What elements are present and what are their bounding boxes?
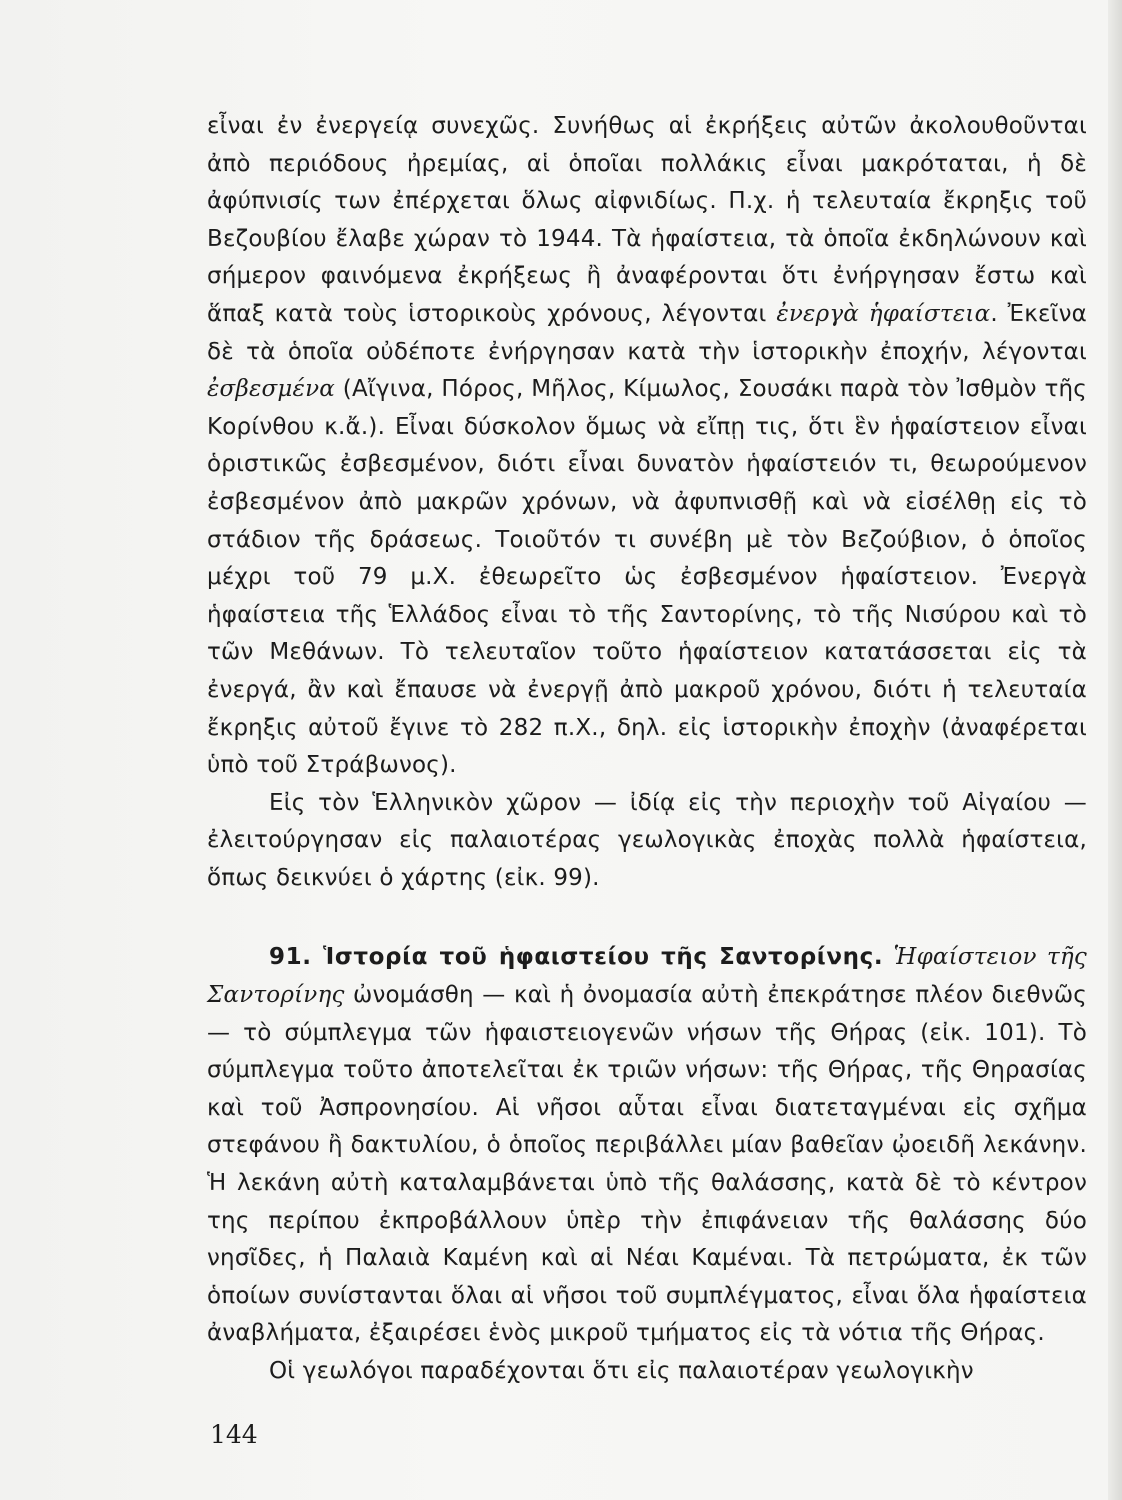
paragraph-santorini-history <box>207 939 1087 1353</box>
section-heading: 91. Ἱστορία τοῦ ἡφαιστείου τῆς Σαντορίνης. <box>269 944 884 971</box>
section-gap <box>207 897 1087 939</box>
paragraph-aegean-volcanoes: Εἰς τὸν Ἑλληνικὸν χῶρον — ἰδίᾳ εἰς τὴν περιοχὴν τοῦ Αἰγαίου — ἐλειτούργησαν εἰς παλαιοτέρας γεωλογικὰς ἐποχὰς πολλὰ ἡφαίστεια, ὅπως δεικνύει ὁ χάρτης (εἰκ. 99). <box>207 789 1087 891</box>
page-edge <box>1108 0 1122 1500</box>
paragraph-geologists: Οἱ γεωλόγοι παραδέχονται ὅτι εἰς παλαιοτέραν γεωλογικὴν <box>269 1358 974 1384</box>
term-santorini-volcano: Ἡφαίστειον τῆς Σαντορίνης <box>207 944 1087 1009</box>
text-run: εἶναι ἐν ἐνεργείᾳ συνεχῶς. Συνήθως αἱ ἐκρήξεις αὐτῶν ἀκολουθοῦνται ἀπὸ περιόδους ἠρεμίας, αἱ ὁποῖαι πολλάκις εἶναι μακρόταται, ἡ δὲ ἀφύπνισίς των ἐπέρχεται ὅλως αἰφνιδίως. Π.χ. ἡ τελευταία ἔκρηξις τοῦ Βεζουβίου ἔλαβε χώραν τὸ 1944. Τὰ ἡφαίστεια, τὰ ὁποῖα ἐκδηλώνουν καὶ σήμερον φαινόμενα ἐκρήξεως ἢ ἀναφέρονται ὅτι ἐνήργησαν ἔστω καὶ ἅπαξ κατὰ τοὺς ἱστορικοὺς χρόνους, λέγονται <box>207 113 1087 327</box>
page-number: 144 <box>210 1420 258 1449</box>
paragraph-active-extinct-volcanoes <box>207 108 1087 785</box>
body-text <box>207 108 1087 1391</box>
text-run: ὠνομάσθη — καὶ ἡ ὀνομασία αὐτὴ ἐπεκράτησε πλέον διεθνῶς — τὸ σύμπλεγμα τῶν ἡφαιστειογενῶν νήσων τῆς Θήρας (εἰκ. 101). Τὸ σύμπλεγμα τοῦτο ἀποτελεῖται ἐκ τριῶν νήσων: τῆς Θήρας, τῆς Θηρασίας καὶ τοῦ Ἀσπρονησίου. Αἱ νῆσοι αὗται εἶναι διατεταγμέναι εἰς σχῆμα στεφάνου ἢ δακτυλίου, ὁ ὁποῖος περιβάλλει μίαν βαθεῖαν ᾠοειδῆ λεκάνην. Ἡ λεκάνη αὐτὴ καταλαμβάνεται ὑπὸ τῆς θαλάσσης, κατὰ δὲ τὸ κέντρον της περίπου ἐκπροβάλλουν ὑπὲρ τὴν ἐπιφάνειαν τῆς θαλάσσης δύο νησῖδες, ἡ Παλαιὰ Καμένη καὶ αἱ Νέαι Καμέναι. Τὰ πετρώματα, ἐκ τῶν ὁποίων συνίστανται ὅλαι αἱ νῆσοι τοῦ συμπλέγματος, εἶναι ὅλα ἡφαίστεια ἀναβλήματα, ἐξαιρέσει ἑνὸς μικροῦ τμήματος εἰς τὰ νότια τῆς Θήρας. <box>207 982 1087 1347</box>
term-extinct: ἐσβεσμένα <box>207 376 335 403</box>
text-run: . Ἐκεῖνα δὲ τὰ ὁποῖα οὐδέποτε ἐνήργησαν κατὰ τὴν ἱστορικὴν ἐποχήν, λέγονται <box>207 300 1088 365</box>
term-active-volcanoes: ἐνεργὰ ἡφαίστεια <box>776 300 991 327</box>
text-run: (Αἴγινα, Πόρος, Μῆλος, Κίμωλος, Σουσάκι παρὰ τὸν Ἰσθμὸν τῆς Κορίνθου κ.ἄ.). Εἶναι δύσκολον ὅμως νὰ εἴπῃ τις, ὅτι ἓν ἡφαίστειον εἶναι ὁριστικῶς ἐσβεσμένον, διότι εἶναι δυνατὸν ἡφαίστειόν τι, θεωρούμενον ἐσβεσμένον ἀπὸ μακρῶν χρόνων, νὰ ἀφυπνισθῇ καὶ νὰ εἰσέλθῃ εἰς τὸ στάδιον τῆς δράσεως. Τοιοῦτόν τι συνέβη μὲ τὸν Βεζούβιον, ὁ ὁποῖος μέχρι τοῦ 79 μ.Χ. ἐθεωρεῖτο ὡς ἐσβεσμένον ἡφαίστειον. Ἐνεργὰ ἡφαίστεια τῆς Ἑλλάδος εἶναι τὸ τῆς Σαντορίνης, τὸ τῆς Νισύρου καὶ τὸ τῶν Μεθάνων. Τὸ τελευταῖον τοῦτο ἡφαίστειον κατατάσσεται εἰς τὰ ἐνεργά, ἂν καὶ ἔπαυσε νὰ ἐνεργῇ ἀπὸ μακροῦ χρόνου, διότι ἡ τελευταία ἔκρηξις αὐτοῦ ἔγινε τὸ 282 π.Χ., δηλ. εἰς ἱστορικὴν ἐποχὴν (ἀναφέρεται ὑπὸ τοῦ Στράβωνος). <box>207 376 1087 779</box>
